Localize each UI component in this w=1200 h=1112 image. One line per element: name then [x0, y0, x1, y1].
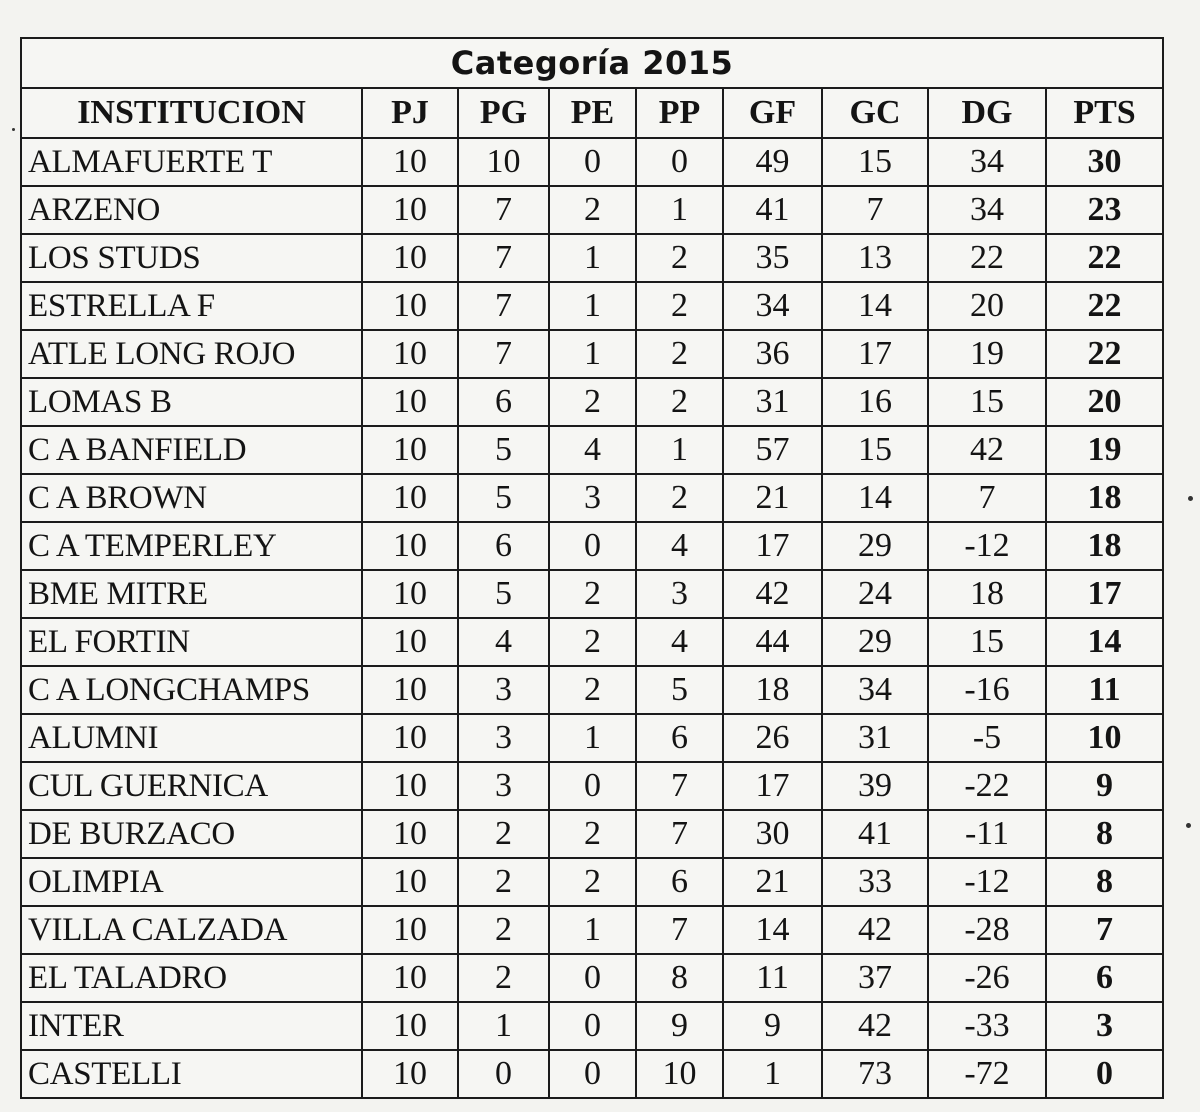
- pe-cell: 0: [549, 1050, 636, 1098]
- pts-cell: 7: [1046, 906, 1163, 954]
- team-name-cell: C A TEMPERLEY: [21, 522, 362, 570]
- gc-cell: 73: [822, 1050, 928, 1098]
- pe-cell: 0: [549, 522, 636, 570]
- pj-cell: 10: [362, 234, 458, 282]
- header-gc: GC: [822, 88, 928, 138]
- header-pg: PG: [458, 88, 549, 138]
- pg-cell: 4: [458, 618, 549, 666]
- table-row: [21, 1050, 1163, 1098]
- dg-cell: -72: [928, 1050, 1046, 1098]
- pe-cell: 2: [549, 618, 636, 666]
- gc-cell: 41: [822, 810, 928, 858]
- dg-cell: 34: [928, 138, 1046, 186]
- pts-cell: 10: [1046, 714, 1163, 762]
- pp-cell: 2: [636, 378, 723, 426]
- gc-cell: 31: [822, 714, 928, 762]
- title-row: [21, 38, 1163, 88]
- pts-cell: 17: [1046, 570, 1163, 618]
- team-name-cell: C A BROWN: [21, 474, 362, 522]
- gc-cell: 24: [822, 570, 928, 618]
- team-name-cell: CASTELLI: [21, 1050, 362, 1098]
- pp-cell: 6: [636, 714, 723, 762]
- pp-cell: 4: [636, 618, 723, 666]
- table-row: [21, 906, 1163, 954]
- pj-cell: 10: [362, 714, 458, 762]
- dg-cell: 18: [928, 570, 1046, 618]
- team-name-cell: INTER: [21, 1002, 362, 1050]
- table-body: [21, 138, 1163, 1098]
- gc-cell: 29: [822, 618, 928, 666]
- pe-cell: 2: [549, 186, 636, 234]
- gf-cell: 30: [723, 810, 822, 858]
- pts-cell: 18: [1046, 522, 1163, 570]
- dg-cell: 42: [928, 426, 1046, 474]
- pts-cell: 22: [1046, 330, 1163, 378]
- table-row: [21, 138, 1163, 186]
- pe-cell: 0: [549, 1002, 636, 1050]
- team-name-cell: ARZENO: [21, 186, 362, 234]
- pj-cell: 10: [362, 858, 458, 906]
- pg-cell: 6: [458, 522, 549, 570]
- pe-cell: 0: [549, 954, 636, 1002]
- pg-cell: 7: [458, 330, 549, 378]
- table-row: [21, 666, 1163, 714]
- pe-cell: 1: [549, 330, 636, 378]
- pp-cell: 4: [636, 522, 723, 570]
- dg-cell: -16: [928, 666, 1046, 714]
- gc-cell: 15: [822, 426, 928, 474]
- pe-cell: 0: [549, 762, 636, 810]
- pg-cell: 1: [458, 1002, 549, 1050]
- pp-cell: 8: [636, 954, 723, 1002]
- gf-cell: 9: [723, 1002, 822, 1050]
- gc-cell: 34: [822, 666, 928, 714]
- team-name-cell: DE BURZACO: [21, 810, 362, 858]
- table-title: Categoría 2015: [21, 38, 1163, 88]
- team-name-cell: BME MITRE: [21, 570, 362, 618]
- pts-cell: 9: [1046, 762, 1163, 810]
- dg-cell: 7: [928, 474, 1046, 522]
- pj-cell: 10: [362, 186, 458, 234]
- pg-cell: 6: [458, 378, 549, 426]
- header-dg: DG: [928, 88, 1046, 138]
- gf-cell: 17: [723, 762, 822, 810]
- gc-cell: 29: [822, 522, 928, 570]
- dg-cell: -26: [928, 954, 1046, 1002]
- gf-cell: 34: [723, 282, 822, 330]
- pp-cell: 7: [636, 762, 723, 810]
- gc-cell: 16: [822, 378, 928, 426]
- dg-cell: 34: [928, 186, 1046, 234]
- dg-cell: -12: [928, 522, 1046, 570]
- speck: [1188, 496, 1193, 501]
- pj-cell: 10: [362, 1002, 458, 1050]
- table-row: [21, 954, 1163, 1002]
- pg-cell: 2: [458, 810, 549, 858]
- pp-cell: 2: [636, 282, 723, 330]
- pj-cell: 10: [362, 138, 458, 186]
- pp-cell: 7: [636, 906, 723, 954]
- pp-cell: 9: [636, 1002, 723, 1050]
- pg-cell: 3: [458, 666, 549, 714]
- pj-cell: 10: [362, 1050, 458, 1098]
- table-row: [21, 570, 1163, 618]
- pg-cell: 10: [458, 138, 549, 186]
- gf-cell: 1: [723, 1050, 822, 1098]
- gf-cell: 35: [723, 234, 822, 282]
- pts-cell: 18: [1046, 474, 1163, 522]
- pj-cell: 10: [362, 378, 458, 426]
- pj-cell: 10: [362, 426, 458, 474]
- team-name-cell: C A BANFIELD: [21, 426, 362, 474]
- pg-cell: 2: [458, 954, 549, 1002]
- gc-cell: 42: [822, 906, 928, 954]
- gf-cell: 26: [723, 714, 822, 762]
- speck: [12, 128, 15, 131]
- dg-cell: -33: [928, 1002, 1046, 1050]
- pts-cell: 0: [1046, 1050, 1163, 1098]
- team-name-cell: OLIMPIA: [21, 858, 362, 906]
- header-institucion: INSTITUCION: [21, 88, 362, 138]
- pe-cell: 2: [549, 378, 636, 426]
- pg-cell: 2: [458, 906, 549, 954]
- team-name-cell: EL FORTIN: [21, 618, 362, 666]
- gc-cell: 15: [822, 138, 928, 186]
- pe-cell: 1: [549, 282, 636, 330]
- pe-cell: 2: [549, 666, 636, 714]
- pj-cell: 10: [362, 762, 458, 810]
- pg-cell: 3: [458, 762, 549, 810]
- dg-cell: -28: [928, 906, 1046, 954]
- pts-cell: 8: [1046, 858, 1163, 906]
- gf-cell: 18: [723, 666, 822, 714]
- pg-cell: 5: [458, 570, 549, 618]
- dg-cell: 19: [928, 330, 1046, 378]
- gf-cell: 41: [723, 186, 822, 234]
- pts-cell: 8: [1046, 810, 1163, 858]
- pe-cell: 0: [549, 138, 636, 186]
- pj-cell: 10: [362, 282, 458, 330]
- pj-cell: 10: [362, 330, 458, 378]
- table-row: [21, 522, 1163, 570]
- gf-cell: 21: [723, 474, 822, 522]
- pp-cell: 6: [636, 858, 723, 906]
- gf-cell: 57: [723, 426, 822, 474]
- gf-cell: 36: [723, 330, 822, 378]
- table-row: [21, 186, 1163, 234]
- gc-cell: 13: [822, 234, 928, 282]
- dg-cell: -22: [928, 762, 1046, 810]
- pts-cell: 11: [1046, 666, 1163, 714]
- table-row: [21, 1002, 1163, 1050]
- gf-cell: 44: [723, 618, 822, 666]
- team-name-cell: ATLE LONG ROJO: [21, 330, 362, 378]
- pe-cell: 1: [549, 234, 636, 282]
- table-row: [21, 234, 1163, 282]
- pj-cell: 10: [362, 570, 458, 618]
- gf-cell: 49: [723, 138, 822, 186]
- gf-cell: 21: [723, 858, 822, 906]
- header-pts: PTS: [1046, 88, 1163, 138]
- table-row: [21, 378, 1163, 426]
- pj-cell: 10: [362, 810, 458, 858]
- pp-cell: 3: [636, 570, 723, 618]
- header-pj: PJ: [362, 88, 458, 138]
- pj-cell: 10: [362, 906, 458, 954]
- team-name-cell: CUL GUERNICA: [21, 762, 362, 810]
- pts-cell: 30: [1046, 138, 1163, 186]
- table-row: [21, 474, 1163, 522]
- gf-cell: 14: [723, 906, 822, 954]
- gc-cell: 14: [822, 282, 928, 330]
- pg-cell: 5: [458, 426, 549, 474]
- pp-cell: 2: [636, 234, 723, 282]
- header-pe: PE: [549, 88, 636, 138]
- pts-cell: 14: [1046, 618, 1163, 666]
- dg-cell: -5: [928, 714, 1046, 762]
- pe-cell: 2: [549, 858, 636, 906]
- gf-cell: 42: [723, 570, 822, 618]
- header-row: [21, 88, 1163, 138]
- pp-cell: 7: [636, 810, 723, 858]
- pp-cell: 10: [636, 1050, 723, 1098]
- pts-cell: 22: [1046, 282, 1163, 330]
- pp-cell: 1: [636, 426, 723, 474]
- pe-cell: 3: [549, 474, 636, 522]
- pj-cell: 10: [362, 618, 458, 666]
- pp-cell: 0: [636, 138, 723, 186]
- speck: [1186, 823, 1191, 828]
- gc-cell: 37: [822, 954, 928, 1002]
- pp-cell: 2: [636, 474, 723, 522]
- pj-cell: 10: [362, 954, 458, 1002]
- pp-cell: 5: [636, 666, 723, 714]
- header-pp: PP: [636, 88, 723, 138]
- pg-cell: 7: [458, 234, 549, 282]
- gc-cell: 17: [822, 330, 928, 378]
- pj-cell: 10: [362, 666, 458, 714]
- gc-cell: 33: [822, 858, 928, 906]
- pg-cell: 0: [458, 1050, 549, 1098]
- header-gf: GF: [723, 88, 822, 138]
- pg-cell: 5: [458, 474, 549, 522]
- pp-cell: 2: [636, 330, 723, 378]
- pg-cell: 7: [458, 186, 549, 234]
- team-name-cell: VILLA CALZADA: [21, 906, 362, 954]
- pp-cell: 1: [636, 186, 723, 234]
- team-name-cell: EL TALADRO: [21, 954, 362, 1002]
- dg-cell: -11: [928, 810, 1046, 858]
- gf-cell: 31: [723, 378, 822, 426]
- dg-cell: 15: [928, 618, 1046, 666]
- table-row: [21, 618, 1163, 666]
- pts-cell: 19: [1046, 426, 1163, 474]
- pe-cell: 1: [549, 906, 636, 954]
- pts-cell: 3: [1046, 1002, 1163, 1050]
- dg-cell: 20: [928, 282, 1046, 330]
- pts-cell: 20: [1046, 378, 1163, 426]
- team-name-cell: LOMAS B: [21, 378, 362, 426]
- team-name-cell: C A LONGCHAMPS: [21, 666, 362, 714]
- pe-cell: 4: [549, 426, 636, 474]
- pg-cell: 2: [458, 858, 549, 906]
- pj-cell: 10: [362, 474, 458, 522]
- team-name-cell: LOS STUDS: [21, 234, 362, 282]
- table-row: [21, 858, 1163, 906]
- table-row: [21, 282, 1163, 330]
- pts-cell: 6: [1046, 954, 1163, 1002]
- gc-cell: 14: [822, 474, 928, 522]
- team-name-cell: ALMAFUERTE T: [21, 138, 362, 186]
- pe-cell: 2: [549, 570, 636, 618]
- pts-cell: 23: [1046, 186, 1163, 234]
- table-row: [21, 810, 1163, 858]
- team-name-cell: ESTRELLA F: [21, 282, 362, 330]
- pe-cell: 2: [549, 810, 636, 858]
- dg-cell: 22: [928, 234, 1046, 282]
- gf-cell: 11: [723, 954, 822, 1002]
- table-row: [21, 330, 1163, 378]
- dg-cell: -12: [928, 858, 1046, 906]
- pg-cell: 3: [458, 714, 549, 762]
- dg-cell: 15: [928, 378, 1046, 426]
- gf-cell: 17: [723, 522, 822, 570]
- gc-cell: 7: [822, 186, 928, 234]
- gc-cell: 42: [822, 1002, 928, 1050]
- pj-cell: 10: [362, 522, 458, 570]
- pe-cell: 1: [549, 714, 636, 762]
- pts-cell: 22: [1046, 234, 1163, 282]
- table-row: [21, 426, 1163, 474]
- gc-cell: 39: [822, 762, 928, 810]
- table-row: [21, 714, 1163, 762]
- standings-table: [20, 37, 1164, 1099]
- team-name-cell: ALUMNI: [21, 714, 362, 762]
- pg-cell: 7: [458, 282, 549, 330]
- table-row: [21, 762, 1163, 810]
